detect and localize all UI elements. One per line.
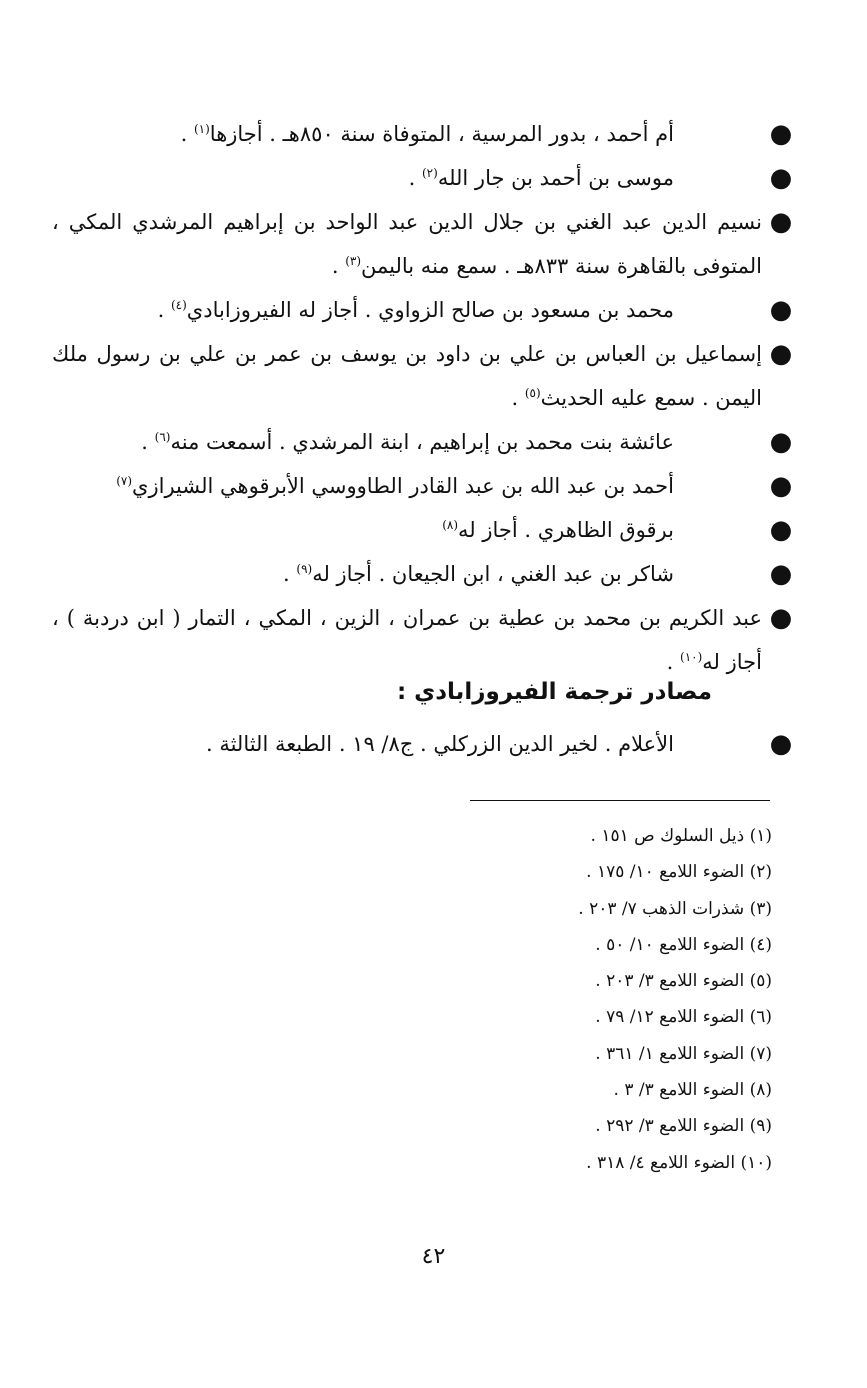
- list-item: [52, 722, 793, 766]
- footnote-ref: (٧): [116, 474, 133, 488]
- bullet-icon: ●: [769, 603, 793, 633]
- item-tail: .: [180, 122, 194, 146]
- list-item: [52, 420, 793, 464]
- item-text: نسيم الدين عبد الغني بن جلال الدين عبد الواحد بن إبراهيم المرشدي المكي ، المتوفى بالقاهرة سنة ٨٣٣هـ . سمع منه باليمن: [52, 210, 762, 278]
- bullet-icon: ●: [769, 339, 793, 369]
- list-item: [52, 332, 793, 420]
- item-tail: .: [283, 562, 297, 586]
- list-item: [52, 112, 793, 156]
- item-text: الأعلام . لخير الدين الزركلي . ج٨/ ١٩ . الطبعة الثالثة .: [205, 732, 674, 756]
- bullet-icon: ●: [769, 729, 793, 759]
- item-tail: .: [141, 430, 155, 454]
- item-text: إسماعيل بن العباس بن علي بن داود بن يوسف بن عمر بن علي بن رسول ملك اليمن . سمع عليه الحديث: [52, 342, 762, 410]
- footnote-ref: (١٠): [680, 650, 703, 664]
- footnote: (٣) شذرات الذهب ٧/ ٢٠٣ .: [578, 898, 772, 919]
- footnote: (٥) الضوء اللامع ٣/ ٢٠٣ .: [595, 971, 772, 992]
- bullet-icon: ●: [769, 163, 793, 193]
- bullet-icon: ●: [769, 427, 793, 457]
- footnote: (١٠) الضوء اللامع ٤/ ٣١٨ .: [586, 1152, 772, 1173]
- bullet-icon: ●: [769, 515, 793, 545]
- footnotes: [372, 818, 772, 1181]
- item-text: محمد بن مسعود بن صالح الزواوي . أجاز له الفيروزابادي: [186, 298, 674, 322]
- item-tail: .: [408, 166, 422, 190]
- footnote-ref: (٤): [170, 298, 187, 312]
- footnote: (٨) الضوء اللامع ٣/ ٣ .: [613, 1080, 772, 1101]
- bullet-icon: ●: [769, 471, 793, 501]
- sources-list: [52, 722, 793, 766]
- footnote-ref: (٣): [345, 254, 362, 268]
- list-item: [52, 552, 793, 596]
- footnote: (٧) الضوء اللامع ١/ ٣٦١ .: [595, 1043, 772, 1064]
- footnote-ref: (٥): [524, 386, 541, 400]
- item-text: شاكر بن عبد الغني ، ابن الجيعان . أجاز له: [312, 562, 674, 586]
- item-text: عبد الكريم بن محمد بن عطية بن عمران ، الزين ، المكي ، التمار ( ابن دردبة ) ، أجاز له: [52, 606, 763, 674]
- item-text: أحمد بن عبد الله بن عبد القادر الطاووسي الأبرقوهي الشيرازي: [132, 474, 674, 498]
- section-heading: مصادر ترجمة الفيروزابادي :: [396, 679, 712, 705]
- footnote: (٤) الضوء اللامع ١٠/ ٥٠ .: [595, 934, 772, 955]
- item-text: أم أحمد ، بدور المرسية ، المتوفاة سنة ٨٥٠هـ . أجازها: [209, 122, 674, 146]
- bullet-icon: ●: [769, 295, 793, 325]
- footnote-ref: (١): [193, 122, 210, 136]
- footnote: (٩) الضوء اللامع ٣/ ٢٩٢ .: [595, 1116, 772, 1137]
- bullet-icon: ●: [769, 119, 793, 149]
- list-item: [52, 200, 793, 288]
- footnote-ref: (٦): [154, 430, 171, 444]
- item-text: برقوق الظاهري . أجاز له: [458, 518, 674, 542]
- footnote: (١) ذيل السلوك ص ١٥١ .: [590, 826, 772, 846]
- list-item: [52, 596, 793, 684]
- list-item: [52, 288, 793, 332]
- footnote-divider: [470, 800, 770, 801]
- item-text: موسى بن أحمد بن جار الله: [437, 166, 674, 190]
- list-item: [52, 156, 793, 200]
- item-tail: .: [331, 254, 346, 278]
- item-tail: .: [511, 386, 525, 410]
- item-tail: .: [666, 650, 681, 674]
- page-number: ٤٢: [421, 1244, 446, 1269]
- list-item: [52, 508, 793, 552]
- bullet-icon: ●: [769, 207, 793, 237]
- footnote-ref: (٩): [296, 562, 313, 576]
- item-tail: .: [157, 298, 171, 322]
- footnote-ref: (٢): [421, 166, 438, 180]
- item-text: عائشة بنت محمد بن إبراهيم ، ابنة المرشدي . أسمعت منه: [170, 430, 674, 454]
- list-item: [52, 464, 793, 508]
- footnote: (٢) الضوء اللامع ١٠/ ١٧٥ .: [586, 862, 772, 883]
- footnote-ref: (٨): [442, 518, 459, 532]
- footnote: (٦) الضوء اللامع ١٢/ ٧٩ .: [595, 1007, 772, 1028]
- bullet-icon: ●: [769, 559, 793, 589]
- biography-list: [52, 112, 793, 684]
